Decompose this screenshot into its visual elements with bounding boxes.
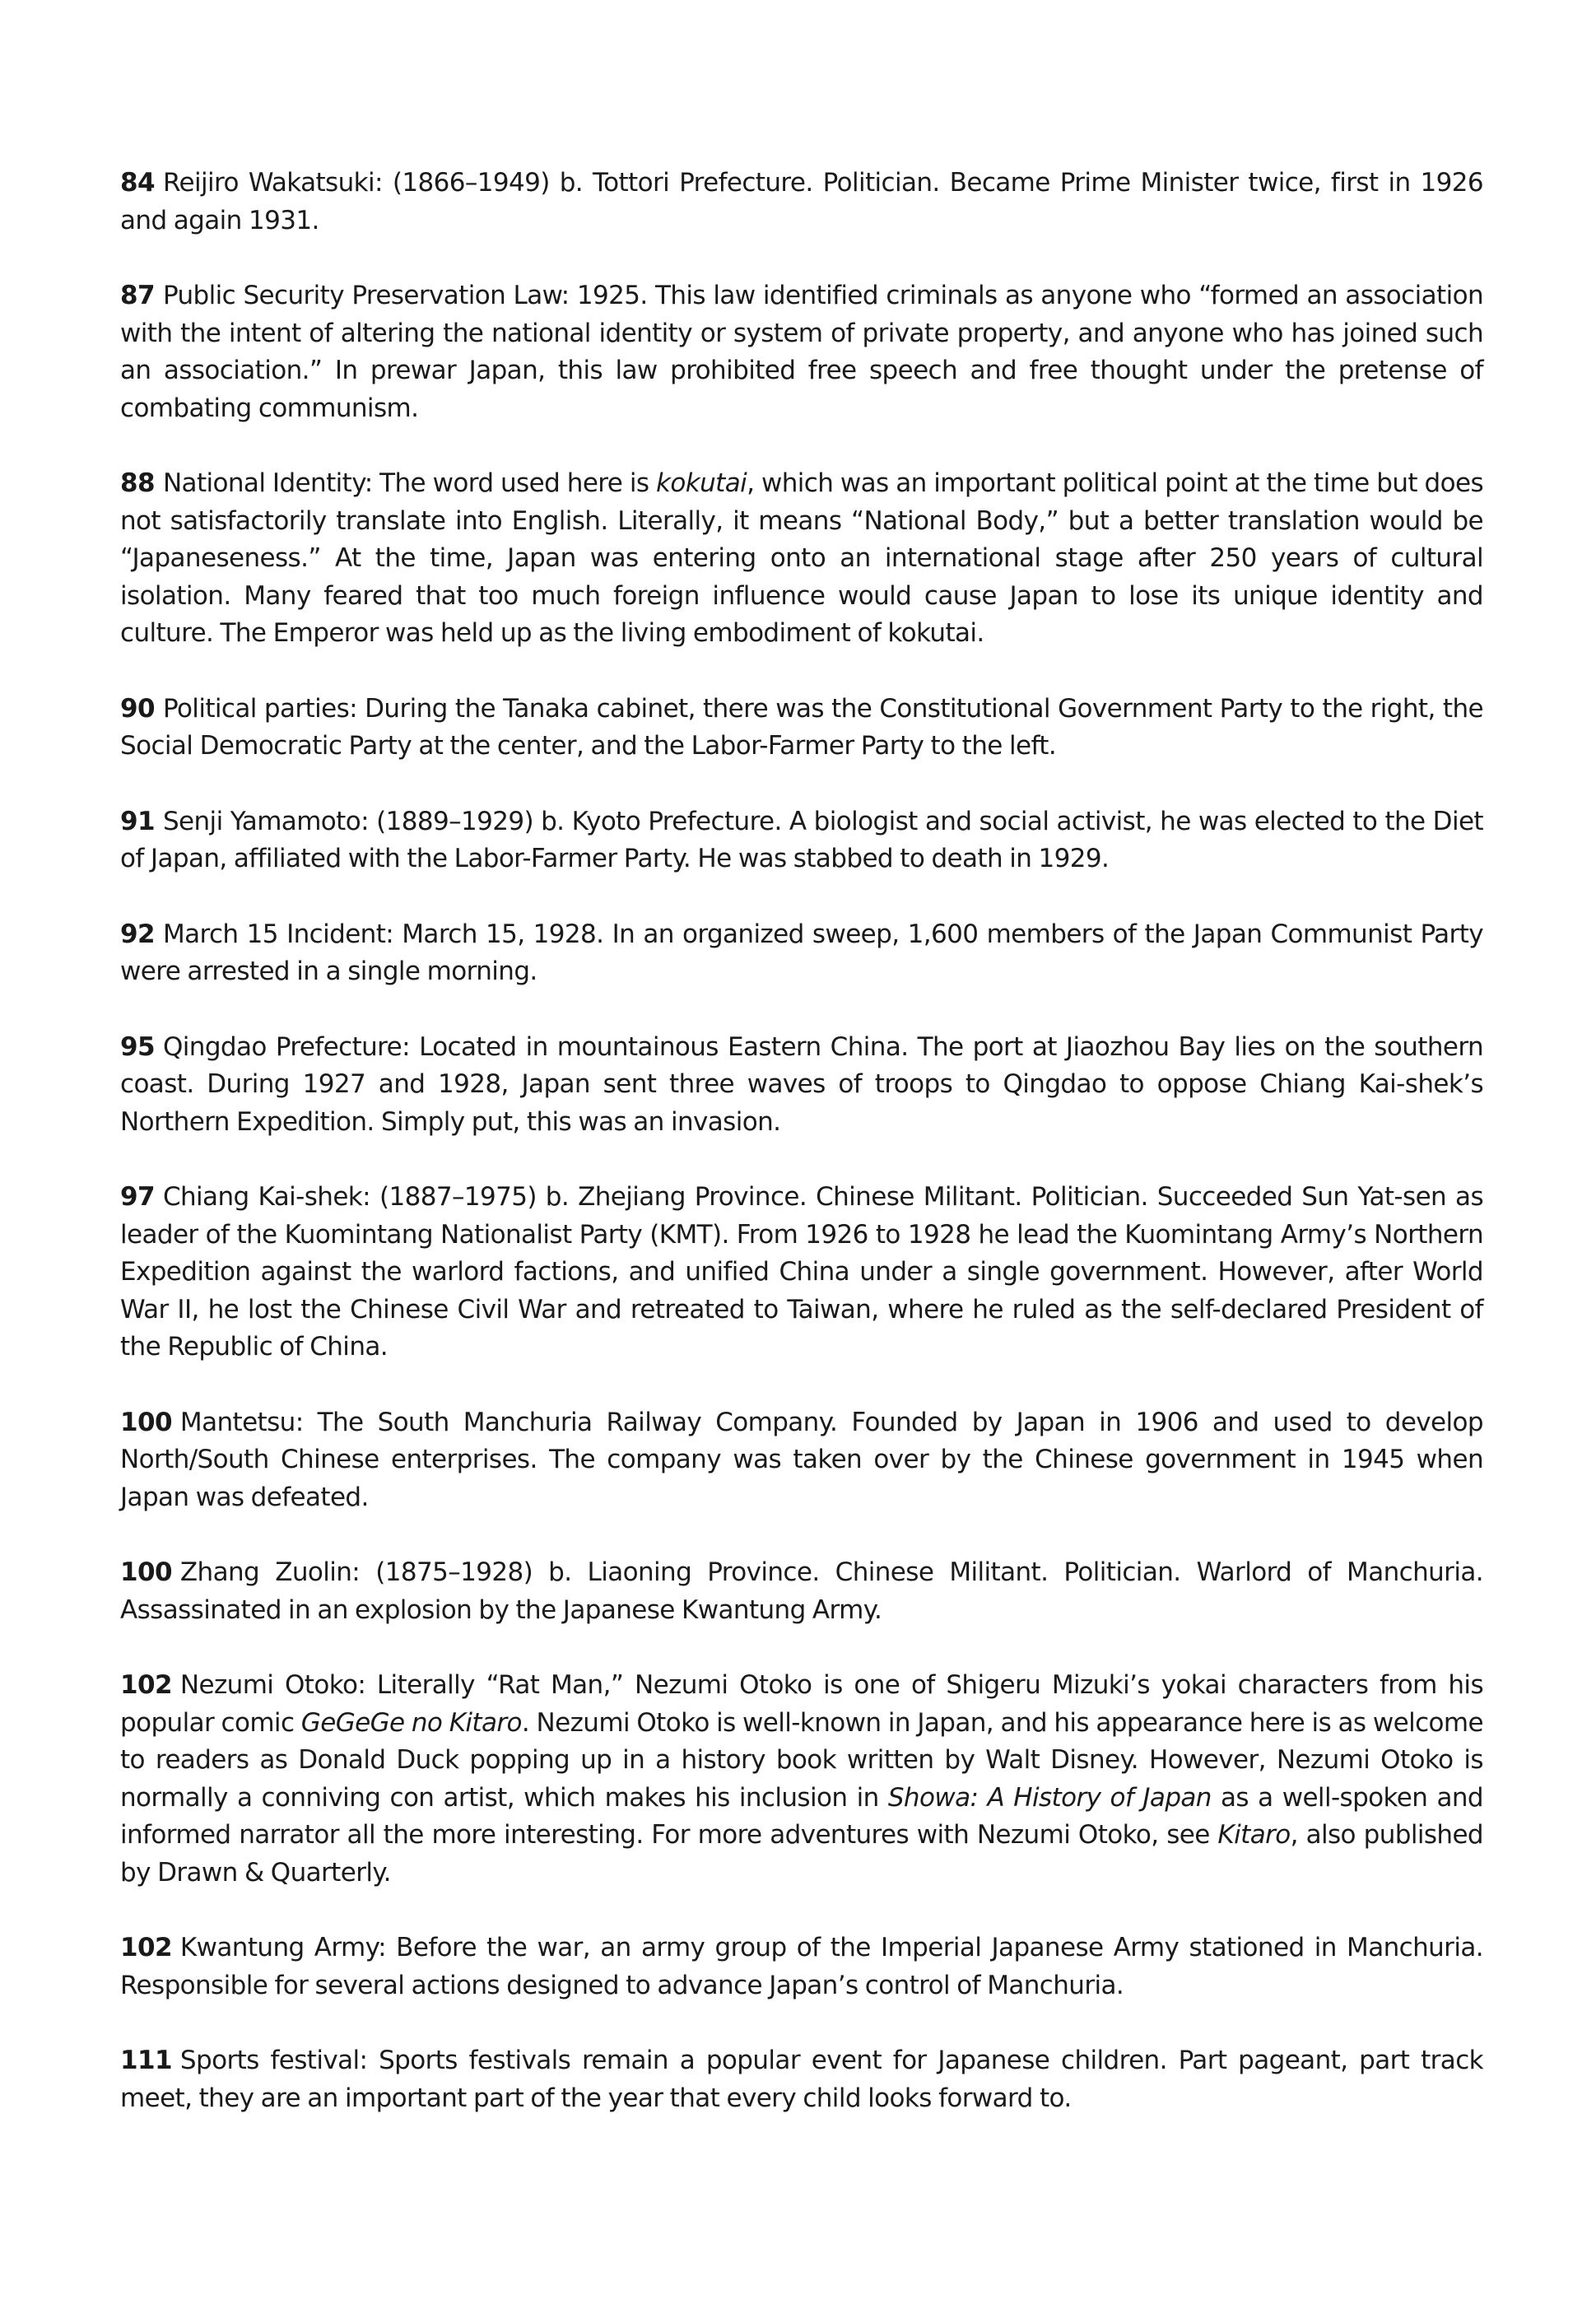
notes-page <box>120 165 1483 2155</box>
note-item <box>120 1179 1483 1366</box>
note-item <box>120 1930 1483 2004</box>
note-text: Kwantung Army: Before the war, an army group of the Imperial Japanese Army stationed in Manchuria. Responsible for several actions designed to advance Japan’s control of Manchuria. <box>120 1933 1483 2000</box>
note-page-number: 84 <box>120 168 155 198</box>
note-item <box>120 691 1483 766</box>
note-item <box>120 165 1483 240</box>
note-page-number: 102 <box>120 1670 172 1700</box>
note-text: Sports festival: Sports festivals remain a popular event for Japanese children. Part pageant, part track meet, they are an important part of the year that every child looks forward to. <box>120 2046 1483 2113</box>
note-page-number: 97 <box>120 1182 155 1212</box>
note-italic-text: GeGeGe no Kitaro <box>300 1707 522 1738</box>
note-text: as a well-spoken and informed narrator all the more interesting. For more adventures with Nezumi Otoko, see <box>120 1782 1483 1850</box>
note-italic-text: Kitaro <box>1217 1820 1291 1850</box>
note-page-number: 92 <box>120 919 155 949</box>
note-item <box>120 465 1483 653</box>
note-italic-text: kokutai <box>656 468 747 498</box>
note-text: Qingdao Prefecture: Located in mountainous Eastern China. The port at Jiaozhou Bay lies on the southern coast. During 1927 and 1928, Japan sent three waves of troops to Qingdao to oppose Chiang Kai-shek’s Northern Expedition. Simply put, this was an invasion. <box>120 1031 1483 1137</box>
note-page-number: 90 <box>120 693 155 724</box>
note-item <box>120 916 1483 991</box>
note-text: March 15 Incident: March 15, 1928. In an organized sweep, 1,600 members of the Japan Communist Party were arrested in a single morning. <box>120 919 1483 986</box>
note-item <box>120 1667 1483 1892</box>
note-page-number: 95 <box>120 1031 155 1062</box>
note-text: Mantetsu: The South Manchuria Railway Company. Founded by Japan in 1906 and used to develop North/South Chinese enterprises. The company was taken over by the Chinese government in 1945 when Japan was defeated. <box>120 1407 1483 1512</box>
note-page-number: 100 <box>120 1407 172 1437</box>
note-text: National Identity: The word used here is <box>162 468 657 498</box>
note-item <box>120 2042 1483 2117</box>
note-text: Chiang Kai-shek: (1887–1975) b. Zhejiang Province. Chinese Militant. Politician. Succeeded Sun Yat-sen as leader of the Kuomintang Nationalist Party (KMT). From 1926 to 1928 he lead the Kuomintang Army’s Northern Expedition against the warlord factions, and unified China under a single government. However, after World War II, he lost the Chinese Civil War and retreated to Taiwan, where he ruled as the self-declared President of the Republic of China. <box>120 1182 1483 1362</box>
note-page-number: 88 <box>120 468 155 498</box>
note-item <box>120 1029 1483 1142</box>
note-text: . Nezumi Otoko is well-known in Japan, and his appearance here is as welcome to readers as Donald Duck popping up in a history book written by Walt Disney. However, Nezumi Otoko is normally a conniving con artist, which makes his inclusion in <box>120 1707 1483 1813</box>
note-text: Reijiro Wakatsuki: (1866–1949) b. Tottori Prefecture. Politician. Became Prime Minister twice, first in 1926 and again 1931. <box>120 168 1483 235</box>
note-text: , which was an important political point at the time but does not satisfactorily translate into English. Literally, it means “National Body,” but a better translation would be “Japaneseness.” At the time, Japan was entering onto an international stage after 250 years of cultural isolation. Many feared that too much foreign influence would cause Japan to lose its unique identity and culture. The Emperor was held up as the living embodiment of kokutai. <box>120 468 1484 648</box>
note-text: Senji Yamamoto: (1889–1929) b. Kyoto Prefecture. A biologist and social activist, he was elected to the Diet of Japan, affiliated with the Labor-Farmer Party. He was stabbed to death in 1929. <box>120 806 1483 873</box>
note-text: , also published by Drawn & Quarterly. <box>120 1820 1484 1888</box>
note-item <box>120 1404 1483 1517</box>
note-text: Nezumi Otoko: Literally “Rat Man,” Nezumi Otoko is one of Shigeru Mizuki’s yokai characters from his popular comic <box>120 1670 1483 1738</box>
note-item <box>120 803 1483 878</box>
note-item <box>120 1554 1483 1629</box>
note-page-number: 87 <box>120 281 155 310</box>
note-page-number: 102 <box>120 1933 172 1962</box>
note-item <box>120 277 1483 427</box>
note-text: Political parties: During the Tanaka cabinet, there was the Constitutional Government Party to the right, the Social Democratic Party at the center, and the Labor-Farmer Party to the left. <box>120 693 1483 761</box>
note-text: Public Security Preservation Law: 1925. This law identified criminals as anyone who “formed an association with the intent of altering the national identity or system of private property, and anyone who has joined such an association.” In prewar Japan, this law prohibited free speech and free thought under the pretense of combating communism. <box>120 281 1483 423</box>
note-page-number: 111 <box>120 2046 172 2075</box>
note-page-number: 91 <box>120 806 155 836</box>
note-italic-text: Showa: A History of Japan <box>887 1782 1212 1813</box>
note-text: Zhang Zuolin: (1875–1928) b. Liaoning Province. Chinese Militant. Politician. Warlord of Manchuria. Assassinated in an explosion by the Japanese Kwantung Army. <box>120 1557 1483 1625</box>
note-page-number: 100 <box>120 1557 172 1587</box>
